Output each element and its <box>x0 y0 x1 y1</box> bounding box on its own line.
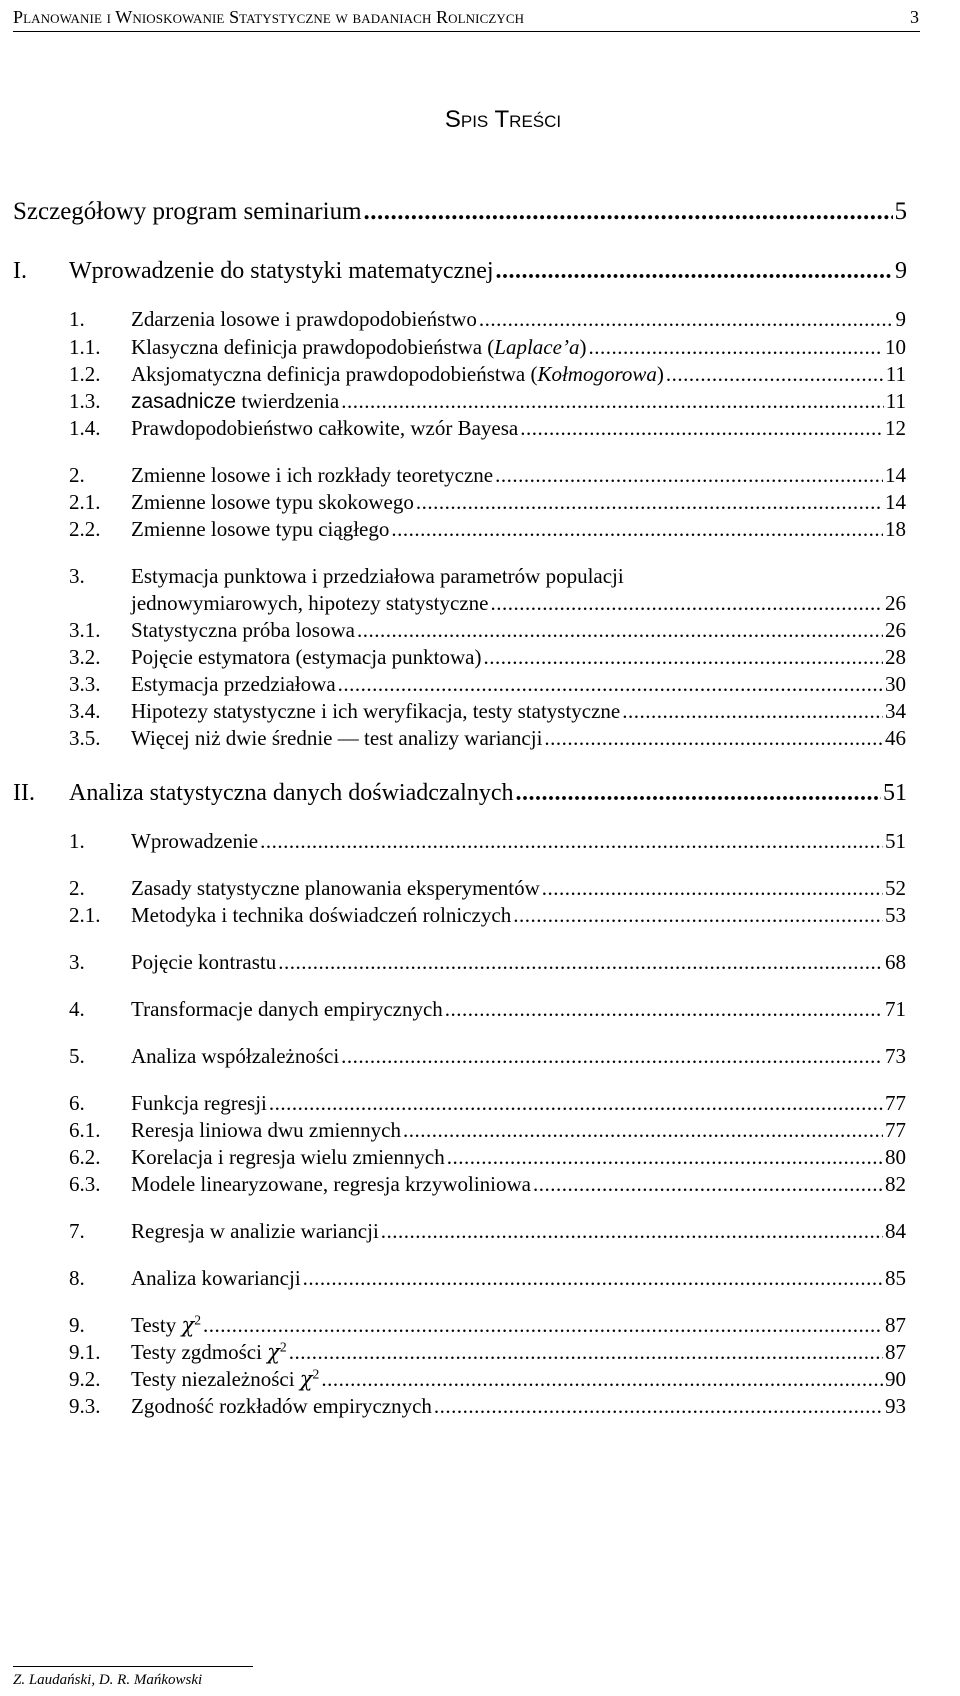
toc-entry-text: Analiza statystyczna danych doświadczalnych <box>69 780 514 806</box>
toc-entry-text: Prawdopodobieństwo całkowite, wzór Bayesa <box>131 416 519 440</box>
dot-leader <box>666 362 884 387</box>
toc-entry-text: jednowymiarowych, hipotezy statystyczne <box>131 591 489 615</box>
dot-leader <box>544 726 883 751</box>
toc-entry-text: zasadnicze twierdzenia <box>131 389 340 413</box>
toc-entry-3-3[interactable] <box>69 672 906 697</box>
toc-entry-page: 51 <box>885 829 906 853</box>
toc-entry-page: 26 <box>885 618 906 642</box>
toc-entry-page: 77 <box>885 1118 906 1142</box>
toc-entry-page: 14 <box>885 463 906 487</box>
dot-leader <box>490 591 883 616</box>
toc-entry-page: 77 <box>885 1091 906 1115</box>
toc-entry-page: 30 <box>885 672 906 696</box>
dot-leader <box>364 198 893 226</box>
toc-entry-page: 84 <box>885 1219 906 1243</box>
toc-entry-number: 1. <box>69 829 85 853</box>
toc-entry-page: 12 <box>885 416 906 440</box>
toc-entry-page: 85 <box>885 1266 906 1290</box>
toc-title: Spis Treści <box>444 106 562 133</box>
toc-entry-ii-4[interactable] <box>69 997 906 1022</box>
toc-entry-number: 2.2. <box>69 517 101 541</box>
toc-entry-text: Więcej niż dwie średnie — test analizy wariancji <box>131 726 543 750</box>
toc-entry-ii-7[interactable] <box>69 1219 906 1244</box>
toc-entry-page: 90 <box>885 1367 906 1391</box>
toc-entry-text: Aksjomatyczna definicja prawdopodobieństwa (Kołmogorowa) <box>131 362 664 386</box>
toc-entry-1[interactable] <box>69 307 906 332</box>
toc-entry-page: 18 <box>885 517 906 541</box>
toc-entry-ii-9-2[interactable] <box>69 1367 906 1392</box>
chi-symbol: χ <box>267 1340 280 1364</box>
dot-leader <box>622 699 883 724</box>
footer-rule <box>13 1666 253 1667</box>
toc-entry-page: 11 <box>885 389 906 413</box>
toc-entry-text: Pojęcie estymatora (estymacja punktowa) <box>131 645 482 669</box>
toc-entry-page: 93 <box>885 1394 906 1418</box>
dot-leader <box>321 1367 883 1392</box>
toc-entry-ii-2-1[interactable] <box>69 903 906 928</box>
dot-leader <box>338 672 883 697</box>
toc-entry-page: 68 <box>885 950 906 974</box>
dot-leader <box>588 335 883 360</box>
toc-entry-text: Wprowadzenie do statystyki matematycznej <box>69 258 494 284</box>
toc-entry-ii-9-3[interactable] <box>69 1394 906 1419</box>
toc-entry-3-5[interactable] <box>69 726 906 751</box>
toc-entry-number: 5. <box>69 1044 85 1068</box>
toc-entry-number: 1.1. <box>69 335 101 359</box>
toc-entry-number: 3.5. <box>69 726 101 750</box>
toc-entry-number: 2. <box>69 876 85 900</box>
toc-entry-page: 46 <box>885 726 906 750</box>
running-header-title: Planowanie i Wnioskowanie Statystyczne w badaniach Rolniczych <box>13 7 525 27</box>
dot-leader <box>483 645 883 670</box>
toc-entry-2-1[interactable] <box>69 490 906 515</box>
toc-entry-text: Testy niezależności $\chi^2$ <box>131 1366 320 1391</box>
dot-leader <box>289 1340 883 1365</box>
toc-entry-number: 1.4. <box>69 416 101 440</box>
toc-entry-number: 1.3. <box>69 389 101 413</box>
dot-leader <box>278 950 883 975</box>
toc-entry-3-4[interactable] <box>69 699 906 724</box>
dot-leader <box>203 1313 883 1338</box>
dot-leader <box>391 517 883 542</box>
toc-entry-number: 1. <box>69 307 85 331</box>
toc-entry-number: 8. <box>69 1266 85 1290</box>
toc-entry-text: Statystyczna próba losowa <box>131 618 355 642</box>
toc-entry-number: 9.1. <box>69 1340 101 1364</box>
toc-entry-number: 3.1. <box>69 618 101 642</box>
chi-exponent: 2 <box>279 1339 287 1355</box>
toc-entry-2-2[interactable] <box>69 517 906 542</box>
toc-entry-1-1[interactable] <box>69 335 906 360</box>
toc-entry-text: Testy $\chi^2$ <box>131 1312 202 1337</box>
toc-entry-number: 2. <box>69 463 85 487</box>
dot-leader <box>269 1091 883 1116</box>
toc-entry-number: 2.1. <box>69 903 101 927</box>
toc-entry-page: 80 <box>885 1145 906 1169</box>
toc-entry-3-line1[interactable] <box>69 564 906 589</box>
toc-entry-number: 3. <box>69 564 85 588</box>
dot-leader <box>447 1145 883 1170</box>
dot-leader <box>303 1266 883 1291</box>
toc-entry-3-1[interactable] <box>69 618 906 643</box>
toc-entry-program[interactable] <box>13 198 907 226</box>
dot-leader <box>260 829 883 854</box>
toc-entry-text: Estymacja punktowa i przedziałowa parametrów populacji <box>131 564 624 588</box>
dot-leader <box>434 1394 883 1419</box>
toc-entry-1-3[interactable] <box>69 389 906 414</box>
toc-entry-page: 71 <box>885 997 906 1021</box>
toc-entry-part-1[interactable] <box>13 258 907 285</box>
toc-entry-1-2[interactable] <box>69 362 906 387</box>
toc-entry-page: 14 <box>885 490 906 514</box>
dot-leader <box>416 490 883 515</box>
toc-entry-number: 6. <box>69 1091 85 1115</box>
dot-leader <box>479 307 894 332</box>
toc-entry-text: Analiza współzależności <box>131 1044 340 1068</box>
toc-entry-page: 5 <box>894 198 907 225</box>
toc-entry-1-4[interactable] <box>69 416 906 441</box>
toc-entry-number: 6.3. <box>69 1172 101 1196</box>
dot-leader <box>341 389 884 414</box>
page-number: 3 <box>910 7 919 27</box>
toc-entry-page: 52 <box>885 876 906 900</box>
dot-leader <box>445 997 883 1022</box>
toc-entry-page: 34 <box>885 699 906 723</box>
toc-entry-text: Zmienne losowe i ich rozkłady teoretyczne <box>131 463 494 487</box>
toc-entry-number: 3.3. <box>69 672 101 696</box>
toc-entry-text: Funkcja regresji <box>131 1091 267 1115</box>
toc-entry-text: Analiza kowariancji <box>131 1266 301 1290</box>
toc-entry-number: 2.1. <box>69 490 101 514</box>
dot-leader <box>520 416 883 441</box>
toc-entry-page: 26 <box>885 591 906 615</box>
dot-leader <box>542 876 883 901</box>
toc-entry-number: 3.2. <box>69 645 101 669</box>
toc-entry-number: I. <box>13 258 27 284</box>
running-header <box>13 4 919 30</box>
toc-entry-text: Zmienne losowe typu ciągłego <box>131 517 390 541</box>
toc-entry-number: 6.1. <box>69 1118 101 1142</box>
toc-entry-page: 51 <box>883 780 907 806</box>
toc-entry-ii-9[interactable] <box>69 1313 906 1338</box>
toc-entry-ii-6-2[interactable] <box>69 1145 906 1170</box>
toc-entry-ii-6-1[interactable] <box>69 1118 906 1143</box>
toc-entry-number: 7. <box>69 1219 85 1243</box>
chi-exponent: 2 <box>312 1366 320 1382</box>
header-rule <box>13 31 920 32</box>
toc-entry-page: 9 <box>895 258 907 284</box>
toc-entry-3-2[interactable] <box>69 645 906 670</box>
dot-leader <box>403 1118 883 1143</box>
toc-entry-number: 9.3. <box>69 1394 101 1418</box>
footer-authors: Z. Laudański, D. R. Mańkowski <box>13 1672 203 1688</box>
toc-entry-page: 11 <box>885 362 906 386</box>
dot-leader <box>381 1219 883 1244</box>
toc-entry-number: II. <box>13 780 35 806</box>
dot-leader <box>516 780 882 807</box>
toc-entry-text: Estymacja przedziałowa <box>131 672 336 696</box>
dot-leader <box>496 258 893 285</box>
toc-entry-text: Modele linearyzowane, regresja krzywoliniowa <box>131 1172 532 1196</box>
toc-entry-ii-9-1[interactable] <box>69 1340 906 1365</box>
toc-entry-page: 9 <box>895 307 906 331</box>
chi-exponent: 2 <box>194 1312 202 1328</box>
toc-entry-text: Metodyka i technika doświadczeń rolniczych <box>131 903 512 927</box>
toc-entry-number: 3. <box>69 950 85 974</box>
toc-entry-text: Klasyczna definicja prawdopodobieństwa (Laplace’a) <box>131 335 587 359</box>
toc-entry-text: Zgodność rozkładów empirycznych <box>131 1394 432 1418</box>
toc-entry-ii-2[interactable] <box>69 876 906 901</box>
toc-entry-page: 10 <box>885 335 906 359</box>
toc-entry-page: 87 <box>885 1313 906 1337</box>
toc-entry-ii-6[interactable] <box>69 1091 906 1116</box>
toc-entry-page: 28 <box>885 645 906 669</box>
toc-entry-3-line2[interactable] <box>131 591 906 616</box>
toc-entry-number: 9.2. <box>69 1367 101 1391</box>
toc-entry-part-2[interactable] <box>13 780 907 807</box>
toc-entry-text: Reresja liniowa dwu zmiennych <box>131 1118 402 1142</box>
toc-entry-page: 53 <box>885 903 906 927</box>
toc-entry-text: Testy zgdmości $\chi^2$ <box>131 1339 287 1364</box>
toc-entry-text: Zmienne losowe typu skokowego <box>131 490 414 514</box>
toc-entry-ii-6-3[interactable] <box>69 1172 906 1197</box>
toc-entry-text: Zasady statystyczne planowania eksperymentów <box>131 876 540 900</box>
dot-leader <box>341 1044 883 1069</box>
toc-entry-ii-1[interactable] <box>69 829 906 854</box>
dot-leader <box>533 1172 883 1197</box>
toc-entry-number: 1.2. <box>69 362 101 386</box>
toc-entry-ii-8[interactable] <box>69 1266 906 1291</box>
toc-entry-text: Szczegółowy program seminarium <box>13 198 362 225</box>
toc-entry-text: Pojęcie kontrastu <box>131 950 277 974</box>
toc-entry-text: Zdarzenia losowe i prawdopodobieństwo <box>131 307 477 331</box>
toc-entry-text: Regresja w analizie wariancji <box>131 1219 379 1243</box>
dot-leader <box>495 463 883 488</box>
toc-entry-ii-5[interactable] <box>69 1044 906 1069</box>
toc-entry-ii-3[interactable] <box>69 950 906 975</box>
toc-entry-text: Transformacje danych empirycznych <box>131 997 443 1021</box>
dot-leader <box>357 618 883 643</box>
dot-leader <box>513 903 883 928</box>
toc-entry-page: 82 <box>885 1172 906 1196</box>
toc-entry-text: Korelacja i regresja wielu zmiennych <box>131 1145 445 1169</box>
chi-symbol: χ <box>299 1367 313 1391</box>
toc-entry-text: Hipotezy statystyczne i ich weryfikacja, testy statystyczne <box>131 699 621 723</box>
toc-entry-text: Wprowadzenie <box>131 829 259 853</box>
toc-entry-page: 73 <box>885 1044 906 1068</box>
toc-entry-2[interactable] <box>69 463 906 488</box>
toc-entry-number: 4. <box>69 997 85 1021</box>
chi-symbol: χ <box>181 1313 195 1337</box>
toc-entry-page: 87 <box>885 1340 906 1364</box>
toc-entry-number: 6.2. <box>69 1145 101 1169</box>
toc-entry-number: 9. <box>69 1313 85 1337</box>
toc-entry-number: 3.4. <box>69 699 101 723</box>
